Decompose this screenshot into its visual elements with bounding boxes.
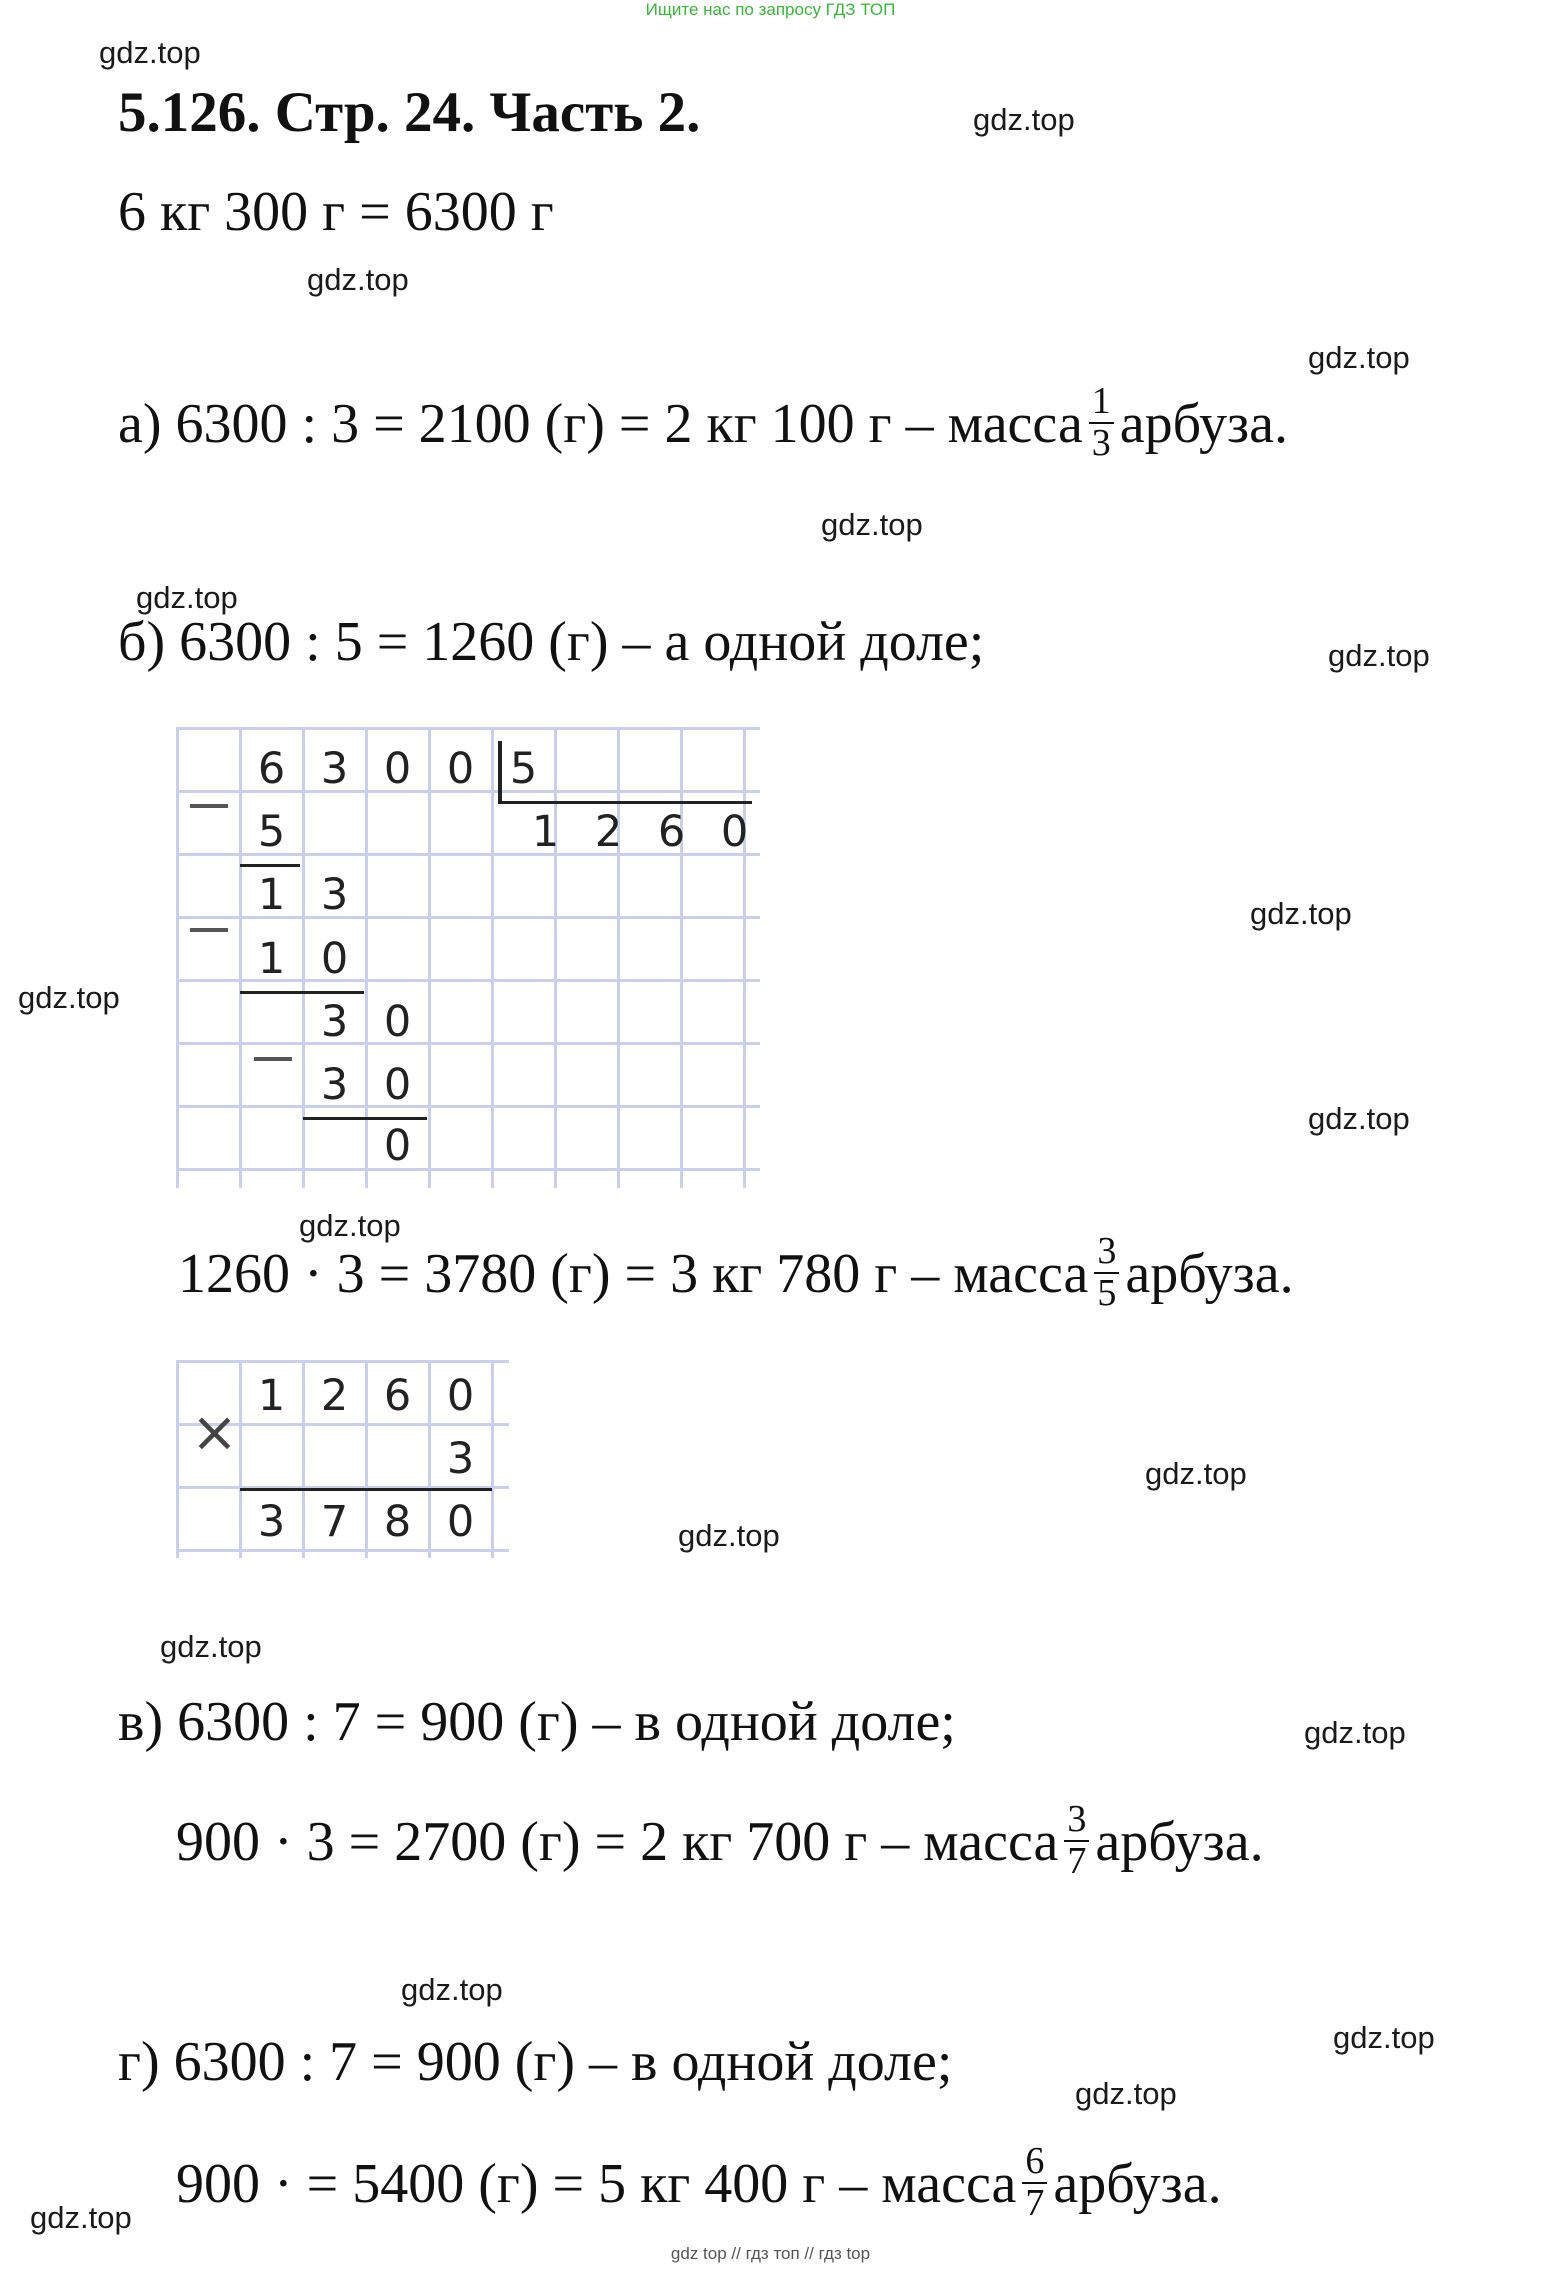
quotient-digit: 2	[594, 807, 623, 857]
part-b-mult-line	[178, 1230, 1294, 1320]
watermark: gdz.top	[299, 1208, 401, 1243]
division-digit: 0	[320, 934, 349, 984]
fraction-numerator: 3	[1064, 1800, 1089, 1842]
minus-sign	[190, 928, 228, 932]
multiplication-digit: 1	[257, 1371, 286, 1421]
division-digit: 3	[320, 1060, 349, 1110]
watermark: gdz.top	[1333, 2020, 1435, 2055]
page-title: 5.126. Стр. 24. Часть 2.	[118, 81, 701, 144]
quotient-digit: 6	[657, 807, 686, 857]
minus-sign	[254, 1057, 292, 1061]
part-g-mult-line	[176, 2140, 1222, 2230]
part-a-line	[118, 380, 1288, 470]
fraction-numerator: 6	[1022, 2142, 1047, 2184]
multiplication-digit: 2	[320, 1371, 349, 1421]
watermark: gdz.top	[99, 35, 201, 70]
part-g-tail: арбуза.	[1053, 2152, 1222, 2215]
division-digit: 3	[320, 744, 349, 794]
division-digit: 0	[383, 997, 412, 1047]
long-division-grid	[176, 727, 760, 1188]
multiplication-result-digit: 7	[320, 1497, 349, 1547]
intro-line: 6 кг 300 г = 6300 г	[118, 181, 554, 243]
part-a-expression: а) 6300 : 3 = 2100 (г) = 2 кг 100 г – масса	[118, 392, 1083, 455]
watermark: gdz.top	[1304, 1715, 1406, 1750]
division-digit: 3	[320, 997, 349, 1047]
fraction-denominator: 3	[1091, 421, 1111, 464]
fraction	[1094, 1232, 1119, 1314]
division-remainder: 0	[383, 1121, 412, 1171]
multiplication-result-digit: 8	[383, 1497, 412, 1547]
watermark: gdz.top	[1250, 896, 1352, 931]
part-g-mult-expression: 900 · = 5400 (г) = 5 кг 400 г – масса	[176, 2152, 1017, 2215]
watermark: gdz.top	[1075, 2076, 1177, 2111]
division-digit: 0	[383, 1060, 412, 1110]
fraction-denominator: 5	[1097, 1271, 1117, 1314]
watermark: gdz.top	[18, 980, 120, 1015]
watermark: gdz.top	[973, 102, 1075, 137]
watermark: gdz.top	[160, 1629, 262, 1664]
part-b-line: б) 6300 : 5 = 1260 (г) – а одной доле;	[118, 611, 985, 673]
footer-links[interactable]: gdz top // гдз топ // гдз top	[670, 2244, 871, 2263]
fraction-denominator: 7	[1067, 1839, 1087, 1882]
part-a-tail: арбуза.	[1119, 392, 1288, 455]
watermark: gdz.top	[1308, 1101, 1410, 1136]
multiplication-result-digit: 3	[257, 1497, 286, 1547]
top-banner[interactable]: Ищите нас по запросу ГДЗ ТОП	[645, 0, 896, 19]
watermark: gdz.top	[136, 580, 238, 615]
part-v-line: в) 6300 : 7 = 900 (г) – в одной доле;	[118, 1691, 956, 1753]
watermark: gdz.top	[30, 2200, 132, 2235]
multiplication-digit: 0	[446, 1371, 475, 1421]
multiplication-grid	[176, 1360, 509, 1558]
watermark: gdz.top	[678, 1518, 780, 1553]
divisor-vertical-line	[498, 741, 502, 803]
part-b-mult-expression: 1260 · 3 = 3780 (г) = 3 кг 780 г – масса	[178, 1242, 1089, 1305]
multiplication-factor: 3	[446, 1434, 475, 1484]
fraction	[1022, 2142, 1047, 2224]
division-digit: 1	[257, 870, 286, 920]
division-digit: 6	[257, 744, 286, 794]
fraction-numerator: 3	[1094, 1232, 1119, 1274]
part-b-tail: арбуза.	[1125, 1242, 1294, 1305]
division-digit: 3	[320, 870, 349, 920]
minus-sign	[190, 804, 228, 808]
division-digit: 0	[446, 744, 475, 794]
fraction-denominator: 7	[1025, 2181, 1045, 2224]
quotient-digit: 1	[531, 807, 560, 857]
watermark: gdz.top	[1328, 638, 1430, 673]
fraction	[1064, 1800, 1089, 1882]
fraction	[1089, 382, 1114, 464]
times-sign: ×	[191, 1400, 238, 1465]
division-digit: 1	[257, 934, 286, 984]
part-g-line: г) 6300 : 7 = 900 (г) – в одной доле;	[118, 2031, 953, 2093]
fraction-numerator: 1	[1089, 382, 1114, 424]
part-v-mult-expression: 900 · 3 = 2700 (г) = 2 кг 700 г – масса	[176, 1810, 1059, 1873]
division-divisor: 5	[509, 744, 538, 794]
division-digit: 0	[383, 744, 412, 794]
watermark: gdz.top	[1308, 340, 1410, 375]
multiplication-digit: 6	[383, 1371, 412, 1421]
watermark: gdz.top	[821, 507, 923, 542]
division-digit: 5	[257, 807, 286, 857]
watermark: gdz.top	[401, 1972, 503, 2007]
multiplication-result-digit: 0	[446, 1497, 475, 1547]
watermark: gdz.top	[1145, 1456, 1247, 1491]
watermark: gdz.top	[307, 262, 409, 297]
quotient-digit: 0	[720, 807, 749, 857]
part-v-mult-line	[176, 1798, 1264, 1888]
part-v-tail: арбуза.	[1095, 1810, 1264, 1873]
